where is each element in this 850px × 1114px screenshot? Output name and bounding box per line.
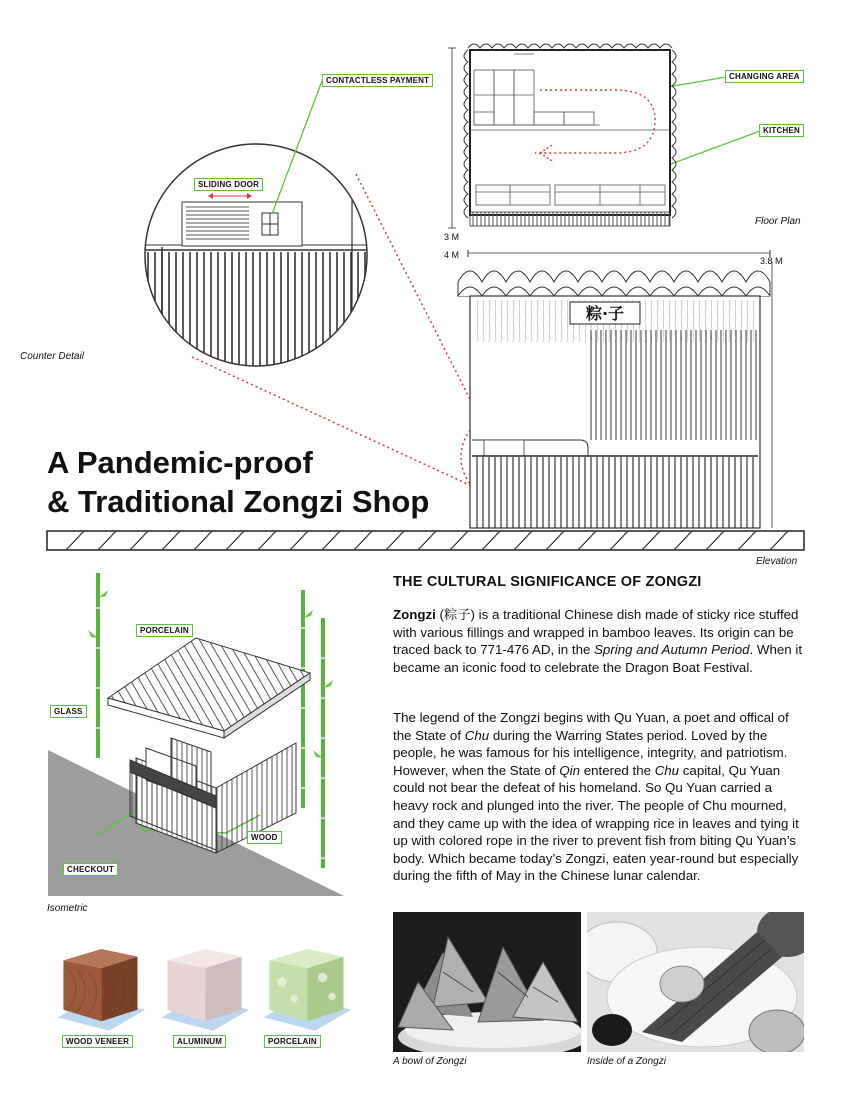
p2-text-e: entered the	[580, 762, 655, 778]
bowl-of-zongzi-photo	[393, 912, 581, 1052]
changing-area-label: CHANGING AREA	[725, 70, 804, 83]
inside-zongzi-photo	[587, 912, 804, 1052]
porcelain-material-label: PORCELAIN	[264, 1035, 321, 1048]
p2-text-a: The legend of the Zongzi begins with Qu Yuan, a poet and offical of the State of	[393, 710, 789, 743]
height-38m-label: 3.8 M	[760, 256, 783, 266]
p1-text-b: (粽子) is a traditional Chinese dish made of sticky rice stuffed with various fillings and wrapped in bamboo leaves. Its origin can be traced back to 771-476 AD, in the	[393, 607, 799, 658]
wood-veneer-swatch	[52, 937, 147, 1037]
p2-qin: Qin	[559, 762, 581, 778]
glass-label: GLASS	[50, 705, 87, 718]
p1-period: Spring and Autumn Period	[594, 642, 750, 658]
wood-label: WOOD	[247, 831, 282, 844]
p2-chu-1: Chu	[464, 727, 490, 743]
aluminum-label: ALUMINUM	[173, 1035, 226, 1048]
porcelain-swatch	[258, 937, 353, 1037]
contactless-payment-label: CONTACTLESS PAYMENT	[322, 74, 433, 87]
p2-text-c: during the Warring States period. Loved by the people, he was famous for his intelligence, integrity, and patriotism. However, when the State of	[393, 727, 788, 778]
p1-zongzi: Zongzi	[393, 607, 436, 622]
floor-plan-caption: Floor Plan	[755, 216, 801, 227]
width-4m-label: 4 M	[444, 250, 460, 260]
elevation-caption: Elevation	[756, 556, 798, 567]
paragraph-1	[393, 606, 808, 676]
ground-line	[46, 530, 806, 552]
isometric-caption: Isometric	[47, 903, 88, 914]
floor-plan-drawing	[440, 40, 700, 250]
isometric-drawing	[46, 568, 346, 898]
p1-text-d: . When it became an iconic food to celebrate the Dragon Boat Festival.	[393, 642, 803, 675]
sliding-door-label: SLIDING DOOR	[194, 178, 263, 191]
aluminum-swatch	[156, 937, 251, 1037]
bowl-caption: A bowl of Zongzi	[393, 1056, 467, 1067]
height-3m-label: 3 M	[444, 232, 460, 242]
kitchen-label: KITCHEN	[759, 124, 804, 137]
p2-text-g: capital, Qu Yuan could not bear the defeat of his homeland. So Qu Yuan carried a heavy rock and plunged into the river. The people of Chu mourned, and they came up with the idea of wrapping rice in leaves and tying it up with colored rope in the river to prevent fish from biting Qu Yuan’s body. Which became today’s Zongzi, eaten year-round but especially during the fifth of May in the Chinese lunar calendar.	[393, 762, 799, 884]
counter-detail-caption: Counter Detail	[20, 351, 84, 362]
wood-veneer-label: WOOD VENEER	[62, 1035, 133, 1048]
section-heading: THE CULTURAL SIGNIFICANCE OF ZONGZI	[393, 574, 702, 590]
elevation-drawing	[440, 250, 810, 550]
shop-sign: 粽·子	[585, 304, 625, 323]
checkout-label: CHECKOUT	[63, 863, 118, 876]
inside-caption: Inside of a Zongzi	[587, 1056, 666, 1067]
p2-chu-2: Chu	[654, 762, 680, 778]
porcelain-label: PORCELAIN	[136, 624, 193, 637]
title-line-1: A Pandemic-proof	[47, 445, 313, 480]
page-title	[47, 443, 429, 521]
paragraph-2	[393, 709, 808, 885]
title-line-2: & Traditional Zongzi Shop	[47, 484, 430, 519]
